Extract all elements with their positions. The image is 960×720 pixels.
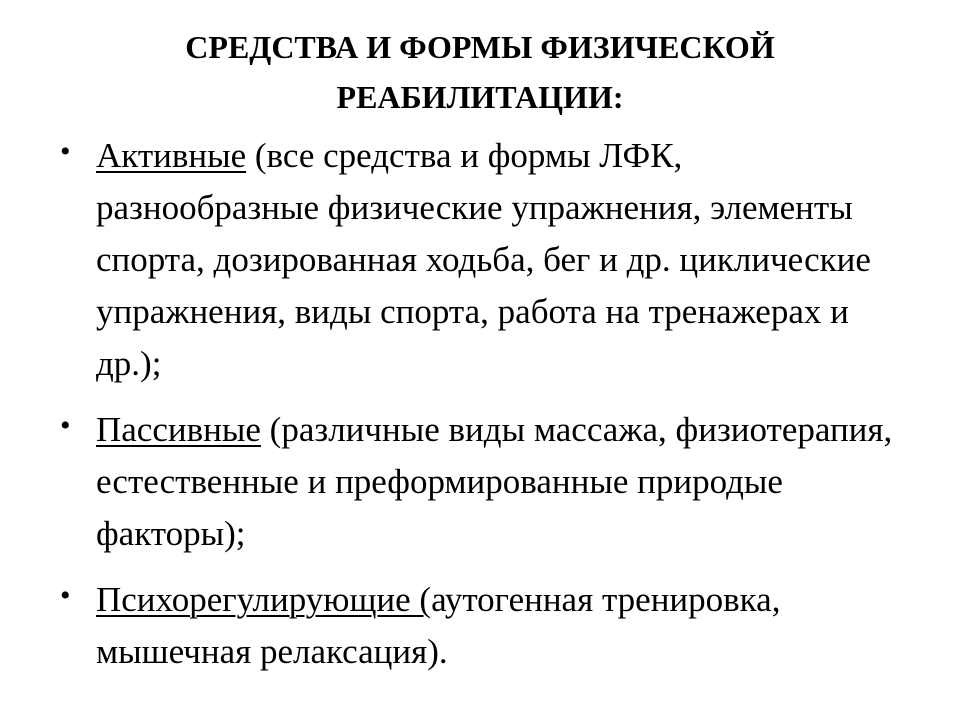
bullet-item-psychoregulating xyxy=(60,574,900,678)
description-active: (все средства и формы ЛФК, разнообразные физические упражнения, элементы спорта, дозированная ходьба, бег и др. циклические упражнения, виды спорта, работа на тренажерах и др.); xyxy=(96,136,871,383)
bullet-list xyxy=(60,130,900,692)
bullet-icon: • xyxy=(60,409,71,442)
slide-title xyxy=(60,22,900,122)
term-active: Активные xyxy=(96,136,247,175)
bullet-item-active xyxy=(60,130,900,390)
description-passive: (различные виды массажа, физиотерапия, естественные и преформированные природые факторы); xyxy=(96,410,893,553)
term-psychoregulating: Психорегулирующие ( xyxy=(96,580,432,619)
bullet-icon: • xyxy=(60,135,71,168)
bullet-item-passive xyxy=(60,404,900,560)
title-line-2: РЕАБИЛИТАЦИИ: xyxy=(336,79,624,115)
description-psychoregulating: аутогенная тренировка, мышечная релаксация). xyxy=(96,580,781,671)
term-passive: Пассивные xyxy=(96,410,261,449)
title-line-1: СРЕДСТВА И ФОРМЫ ФИЗИЧЕСКОЙ xyxy=(185,29,775,65)
bullet-icon: • xyxy=(60,579,71,612)
